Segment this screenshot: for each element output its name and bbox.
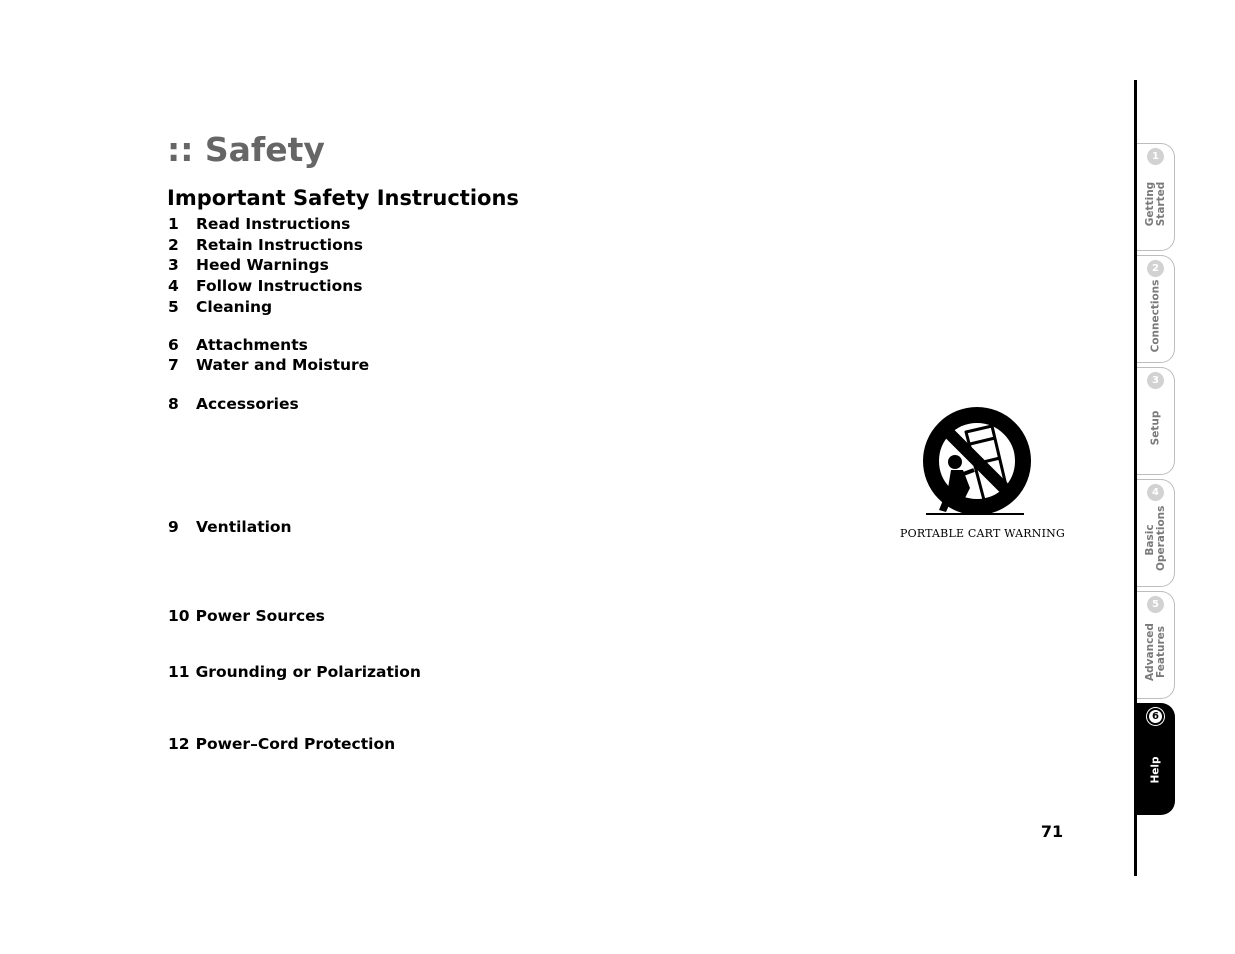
instruction-number: 11 xyxy=(168,663,190,681)
tab-label: Advanced Features xyxy=(1144,623,1167,681)
instruction-item xyxy=(168,297,272,317)
figure-caption: PORTABLE CART WARNING xyxy=(900,527,1065,540)
instruction-number: 6 xyxy=(168,336,179,354)
instruction-number: 9 xyxy=(168,518,179,536)
portable-cart-warning-figure xyxy=(900,404,1065,548)
instruction-number: 5 xyxy=(168,298,179,316)
page-title: :: Safety xyxy=(167,130,325,169)
instruction-item xyxy=(168,214,350,234)
instruction-label: Ventilation xyxy=(196,518,292,536)
instruction-label: Water and Moisture xyxy=(196,356,370,374)
instruction-label: Power Sources xyxy=(195,607,325,625)
portable-cart-warning-icon xyxy=(900,404,1056,522)
instruction-item xyxy=(168,255,329,275)
tab-basic-operations[interactable] xyxy=(1137,479,1175,587)
instruction-label: Cleaning xyxy=(196,298,273,316)
instruction-item xyxy=(168,335,308,355)
instruction-item xyxy=(168,662,421,682)
tab-number-badge: 3 xyxy=(1147,372,1164,389)
instruction-label: Power–Cord Protection xyxy=(195,735,396,753)
tab-label: Getting Started xyxy=(1144,181,1167,227)
instruction-number: 8 xyxy=(168,395,179,413)
tab-setup[interactable] xyxy=(1137,367,1175,475)
instruction-item xyxy=(168,394,299,414)
instruction-number: 4 xyxy=(168,277,179,295)
tab-number-badge: 6 xyxy=(1147,708,1164,725)
tab-connections[interactable] xyxy=(1137,255,1175,363)
instruction-item xyxy=(168,235,363,255)
instruction-number: 2 xyxy=(168,236,179,254)
tab-label: Setup xyxy=(1149,410,1162,446)
instruction-label: Grounding or Polarization xyxy=(195,663,421,681)
instruction-number: 7 xyxy=(168,356,179,374)
instruction-item xyxy=(168,276,363,296)
instruction-item xyxy=(168,734,395,754)
instruction-label: Follow Instructions xyxy=(196,277,363,295)
tab-label: Connections xyxy=(1149,279,1162,353)
section-heading: Important Safety Instructions xyxy=(167,186,519,210)
tab-label: Basic Operations xyxy=(1144,505,1167,571)
instruction-label: Read Instructions xyxy=(196,215,351,233)
tab-advanced-features[interactable] xyxy=(1137,591,1175,699)
instruction-label: Accessories xyxy=(196,395,299,413)
tab-number-badge: 4 xyxy=(1147,484,1164,501)
tab-label: Help xyxy=(1149,756,1162,784)
tab-getting-started[interactable] xyxy=(1137,143,1175,251)
tab-help[interactable] xyxy=(1137,703,1175,815)
instruction-item xyxy=(168,355,369,375)
tab-number-badge: 5 xyxy=(1147,596,1164,613)
instruction-number: 10 xyxy=(168,607,190,625)
instruction-label: Attachments xyxy=(196,336,308,354)
page-number: 71 xyxy=(1040,822,1064,841)
tab-number-badge: 2 xyxy=(1147,260,1164,277)
instruction-item xyxy=(168,606,325,626)
instruction-number: 1 xyxy=(168,215,179,233)
tab-number-badge: 1 xyxy=(1147,148,1164,165)
instruction-number: 12 xyxy=(168,735,190,753)
instruction-label: Heed Warnings xyxy=(196,256,329,274)
instruction-number: 3 xyxy=(168,256,179,274)
instruction-item xyxy=(168,517,292,537)
instruction-label: Retain Instructions xyxy=(196,236,363,254)
